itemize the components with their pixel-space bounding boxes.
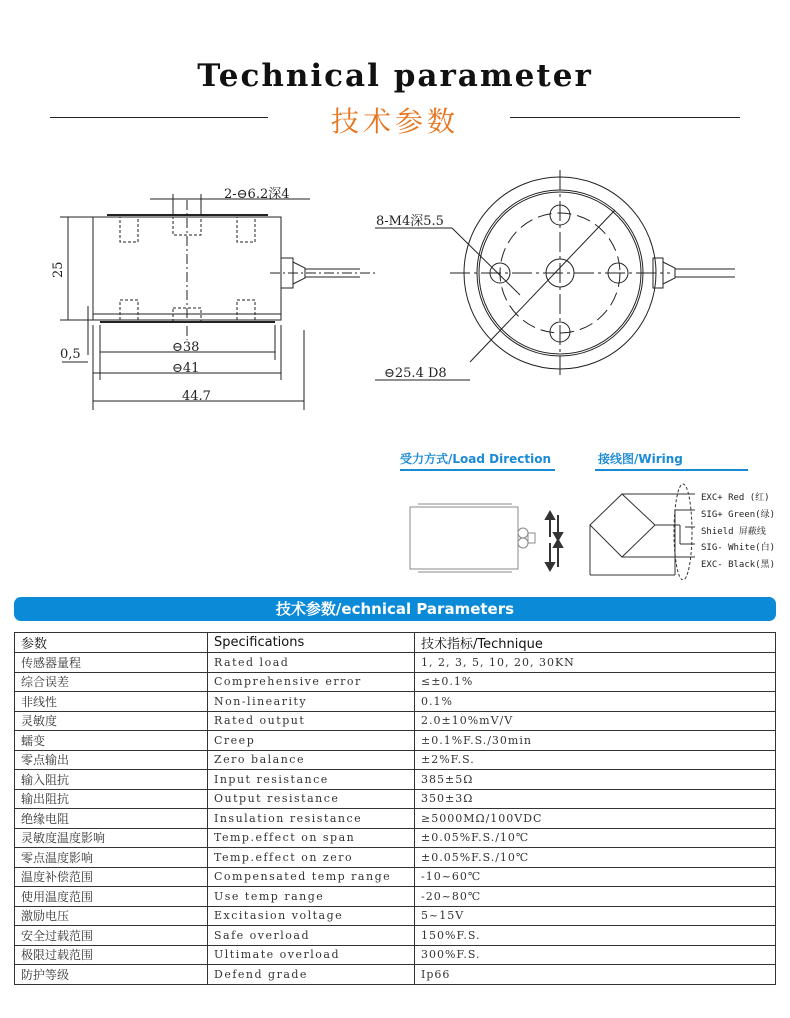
wiring-heading: 接线图/Wiring [598, 452, 683, 466]
table-row [15, 828, 776, 848]
cell-value: ±2%F.S. [415, 750, 776, 770]
cell-value: -20~80℃ [415, 887, 776, 907]
cell-value: Ip66 [415, 965, 776, 985]
spec-table [14, 632, 776, 985]
height-dim: 25 [51, 261, 66, 278]
wire-exc-minus: EXC- Black(黑) [701, 560, 776, 570]
cell-param: 综合误差 [15, 672, 208, 692]
cell-value: 385±5Ω [415, 770, 776, 790]
drawing-svg [0, 170, 790, 420]
cell-spec: Temp.effect on zero [208, 848, 415, 868]
page-title-en: Technical parameter [197, 58, 593, 94]
cell-spec: Zero balance [208, 750, 415, 770]
dia-38-dim: ⊖38 [172, 340, 200, 355]
cell-value: ±0.1%F.S./30min [415, 731, 776, 751]
cell-value: 5~15V [415, 906, 776, 926]
thread-callout: 8-M4深5.5 [376, 214, 444, 229]
cell-param: 非线性 [15, 692, 208, 712]
wire-sig-plus: SIG+ Green(绿) [701, 510, 776, 520]
pcd-dim: ⊖25.4 D8 [384, 366, 447, 381]
table-header-row [15, 633, 776, 653]
wiring-rule [595, 469, 748, 471]
cell-param: 绝缘电阻 [15, 809, 208, 829]
cell-spec: Output resistance [208, 789, 415, 809]
cell-spec: Use temp range [208, 887, 415, 907]
cell-value: 300%F.S. [415, 945, 776, 965]
wire-shield: Shield 屏蔽线 [701, 527, 766, 537]
cell-spec: Defend grade [208, 965, 415, 985]
wire-sig-minus: SIG- White(白) [701, 543, 776, 553]
table-row [15, 770, 776, 790]
cell-spec: Non-linearity [208, 692, 415, 712]
cell-param: 输出阻抗 [15, 789, 208, 809]
spec-banner: 技术参数/echnical Parameters [14, 597, 776, 621]
wiring-diagram [585, 480, 705, 580]
page-title-cn: 技术参数 [330, 105, 459, 138]
cell-spec: Ultimate overload [208, 945, 415, 965]
hole-callout: 2-⊖6.2深4 [224, 187, 290, 202]
cell-spec: Insulation resistance [208, 809, 415, 829]
table-row [15, 692, 776, 712]
cell-value: -10~60℃ [415, 867, 776, 887]
load-direction-rule [400, 469, 555, 471]
dimension-drawing [0, 170, 790, 420]
cell-param: 温度补偿范围 [15, 867, 208, 887]
cell-param: 安全过载范围 [15, 926, 208, 946]
cell-spec: Excitasion voltage [208, 906, 415, 926]
cell-param: 蠕变 [15, 731, 208, 751]
cell-value: 1, 2, 3, 5, 10, 20, 30KN [415, 653, 776, 673]
cell-value: 350±3Ω [415, 789, 776, 809]
cell-value: 0.1% [415, 692, 776, 712]
table-row [15, 809, 776, 829]
table-row [15, 672, 776, 692]
table-row [15, 848, 776, 868]
cell-value: ±0.05%F.S./10℃ [415, 848, 776, 868]
table-row [15, 887, 776, 907]
load-direction-diagram [400, 495, 570, 580]
cell-param: 零点温度影响 [15, 848, 208, 868]
cell-param: 使用温度范围 [15, 887, 208, 907]
cell-spec: Rated output [208, 711, 415, 731]
cell-param: 输入阻抗 [15, 770, 208, 790]
cell-spec: Input resistance [208, 770, 415, 790]
title-divider-right [510, 117, 740, 118]
table-row [15, 789, 776, 809]
cell-param: 极限过载范围 [15, 945, 208, 965]
table-row [15, 926, 776, 946]
cell-spec: Safe overload [208, 926, 415, 946]
load-direction-heading: 受力方式/Load Direction [400, 452, 552, 466]
cell-param: 防护等级 [15, 965, 208, 985]
cell-param: 零点输出 [15, 750, 208, 770]
step-dim: 0,5 [60, 347, 81, 362]
cell-value: ±0.05%F.S./10℃ [415, 828, 776, 848]
table-row [15, 867, 776, 887]
col-header-technique: 技术指标/Technique [415, 633, 776, 653]
dia-41-dim: ⊖41 [172, 361, 200, 376]
table-row [15, 906, 776, 926]
wire-exc-plus: EXC+ Red (红) [701, 493, 770, 503]
width-dim: 44.7 [182, 389, 211, 404]
table-row [15, 945, 776, 965]
cell-spec: Compensated temp range [208, 867, 415, 887]
col-header-spec: Specifications [208, 633, 415, 653]
cell-value: ≥5000MΩ/100VDC [415, 809, 776, 829]
cell-param: 激励电压 [15, 906, 208, 926]
cell-param: 传感器量程 [15, 653, 208, 673]
table-row [15, 750, 776, 770]
col-header-param: 参数 [15, 633, 208, 653]
table-row [15, 731, 776, 751]
cell-spec: Temp.effect on span [208, 828, 415, 848]
cell-param: 灵敏度温度影响 [15, 828, 208, 848]
cell-value: 2.0±10%mV/V [415, 711, 776, 731]
cell-spec: Rated load [208, 653, 415, 673]
cell-param: 灵敏度 [15, 711, 208, 731]
table-row [15, 965, 776, 985]
cell-value: 150%F.S. [415, 926, 776, 946]
cell-spec: Creep [208, 731, 415, 751]
force-arrows-icon [546, 512, 562, 570]
cell-value: ≤±0.1% [415, 672, 776, 692]
table-row [15, 653, 776, 673]
cell-spec: Comprehensive error [208, 672, 415, 692]
table-row [15, 711, 776, 731]
